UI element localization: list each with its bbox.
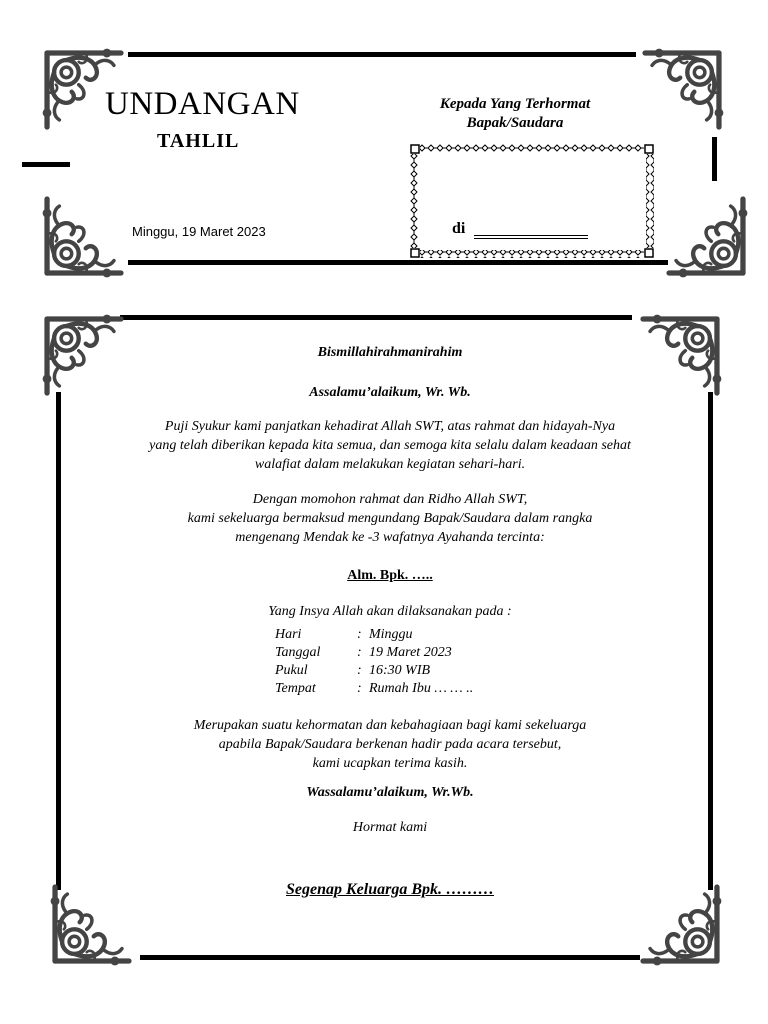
- invitation-date: Minggu, 19 Maret 2023: [132, 224, 266, 239]
- address-di-label: di: [452, 220, 466, 237]
- detail-label: Pukul: [275, 663, 308, 678]
- paragraph-closing: [100, 716, 680, 773]
- recipient-line: Bapak/Saudara: [466, 115, 564, 131]
- detail-value: 16:30 WIB: [369, 663, 431, 678]
- detail-row-date: [275, 645, 452, 661]
- event-intro: Yang Insya Allah akan dilaksanakan pada :: [268, 604, 512, 619]
- detail-row-day: [275, 627, 413, 643]
- paragraph-line: kami sekeluarga bermaksud mengundang Bapak/Saudara dalam rangka: [187, 511, 593, 526]
- paragraph-line: Dengan momohon rahmat dan Ridho Allah SWT,: [252, 492, 528, 507]
- invitation-subtitle: TAHLIL: [157, 130, 240, 152]
- ornament-corner-icon: [662, 192, 750, 280]
- paragraph-line: mengenang Mendak ke -3 wafatnya Ayahanda tercinta:: [235, 530, 545, 545]
- paragraph-line: yang telah diberikan kepada kita semua, dan semoga kita selalu dalam keadaan sehat: [149, 438, 631, 453]
- paragraph-line: kami ucapkan terima kasih.: [312, 756, 468, 771]
- paragraph-line: apabila Bapak/Saudara berkenan hadir pada acara tersebut,: [218, 737, 562, 752]
- deceased-name-text: Alm. Bpk. …..: [347, 568, 433, 583]
- card-bottom-border: [128, 260, 668, 265]
- detail-colon: :: [357, 663, 362, 678]
- detail-label: Tempat: [275, 681, 316, 696]
- regards: Hormat kami: [352, 820, 428, 835]
- letter-left-border: [56, 392, 61, 890]
- recipient-line: Kepada Yang Terhormat: [439, 96, 591, 112]
- signature-text: Segenap Keluarga Bpk. ………: [285, 881, 494, 898]
- detail-row-place: [275, 681, 473, 697]
- ornament-corner-icon: [638, 46, 726, 134]
- detail-label: Tanggal: [275, 645, 321, 660]
- letter-bottom-border: [140, 955, 640, 960]
- deceased-name: [100, 566, 680, 585]
- detail-value: Rumah Ibu … … ..: [369, 681, 474, 696]
- greeting: Assalamu’alaikum, Wr. Wb.: [309, 385, 471, 400]
- farewell: Wassalamu’alaikum, Wr.Wb.: [306, 785, 474, 800]
- letter-right-border: [708, 392, 713, 890]
- signature: [100, 881, 680, 899]
- address-line: [474, 238, 588, 239]
- letter-top-border: [120, 315, 632, 320]
- paragraph-gratitude: [100, 417, 680, 474]
- detail-colon: :: [357, 681, 362, 696]
- detail-label: Hari: [275, 627, 302, 642]
- paragraph-invitation: [100, 490, 680, 547]
- invitation-title: UNDANGAN: [105, 86, 300, 122]
- detail-value: Minggu: [369, 627, 413, 642]
- address-frame-icon: [410, 144, 654, 258]
- paragraph-line: Puji Syukur kami panjatkan kehadirat Allah SWT, atas rahmat dan hidayah-Nya: [164, 419, 616, 434]
- address-line: [474, 235, 588, 236]
- opening-basmalah: Bismillahirahmanirahim: [317, 345, 463, 360]
- detail-colon: :: [357, 645, 362, 660]
- card-top-border: [128, 52, 636, 57]
- detail-colon: :: [357, 627, 362, 642]
- card-right-border: [712, 137, 717, 181]
- recipient-heading: [420, 95, 610, 133]
- ornament-corner-icon: [40, 192, 128, 280]
- card-left-tick: [22, 162, 70, 167]
- detail-value: 19 Maret 2023: [369, 645, 452, 660]
- detail-row-time: [275, 663, 430, 679]
- paragraph-line: Merupakan suatu kehormatan dan kebahagiaan bagi kami sekeluarga: [193, 718, 587, 733]
- paragraph-line: walafiat dalam melakukan kegiatan sehari-hari.: [254, 457, 526, 472]
